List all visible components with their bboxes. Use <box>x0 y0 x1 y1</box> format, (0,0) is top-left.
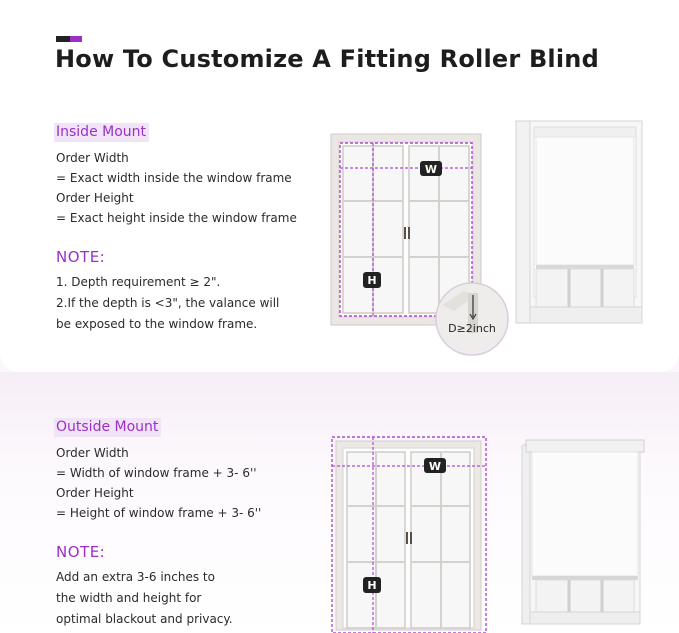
inside-order-width-rule: = Exact width inside the window frame <box>56 171 292 185</box>
outside-mount-heading: Outside Mount <box>54 418 161 437</box>
title-accent-bar <box>56 36 82 42</box>
outside-order-height-rule: = Height of window frame + 3- 6'' <box>56 506 262 520</box>
page-title: How To Customize A Fitting Roller Blind <box>55 45 599 73</box>
inside-notes <box>56 272 279 335</box>
inside-note-line: 2.If the depth is <3", the valance will <box>56 296 280 310</box>
width-marker-label: W <box>424 163 438 176</box>
outside-order-width-label: Order Width <box>56 446 129 460</box>
inside-mount-heading: Inside Mount <box>54 123 149 142</box>
height-marker-label: H <box>367 579 377 592</box>
outside-order-height-label: Order Height <box>56 486 134 500</box>
depth-label: D≥2inch <box>448 322 496 335</box>
inside-order-height-rule: = Exact height inside the window frame <box>56 211 297 225</box>
outside-note-line: optimal blackout and privacy. <box>56 612 233 626</box>
inside-mount-instructions <box>56 148 297 228</box>
inside-order-width-label: Order Width <box>56 151 129 165</box>
outside-notes <box>56 567 233 630</box>
depth-zoom-circle <box>434 281 510 357</box>
outside-mount-blind-illustration <box>518 436 648 626</box>
inside-note-heading: NOTE: <box>56 248 106 266</box>
inside-mount-blind-illustration <box>514 119 644 329</box>
outside-mount-window-diagram <box>331 436 491 633</box>
outside-note-heading: NOTE: <box>56 543 106 561</box>
outside-note-line: the width and height for <box>56 591 202 605</box>
inside-note-line: 1. Depth requirement ≥ 2". <box>56 275 221 289</box>
height-marker-label: H <box>367 274 377 287</box>
width-marker-label: W <box>428 460 442 473</box>
outside-note-line: Add an extra 3-6 inches to <box>56 570 215 584</box>
inside-note-line: be exposed to the window frame. <box>56 317 258 331</box>
outside-mount-instructions <box>56 443 261 523</box>
outside-order-width-rule: = Width of window frame + 3- 6'' <box>56 466 257 480</box>
inside-order-height-label: Order Height <box>56 191 134 205</box>
